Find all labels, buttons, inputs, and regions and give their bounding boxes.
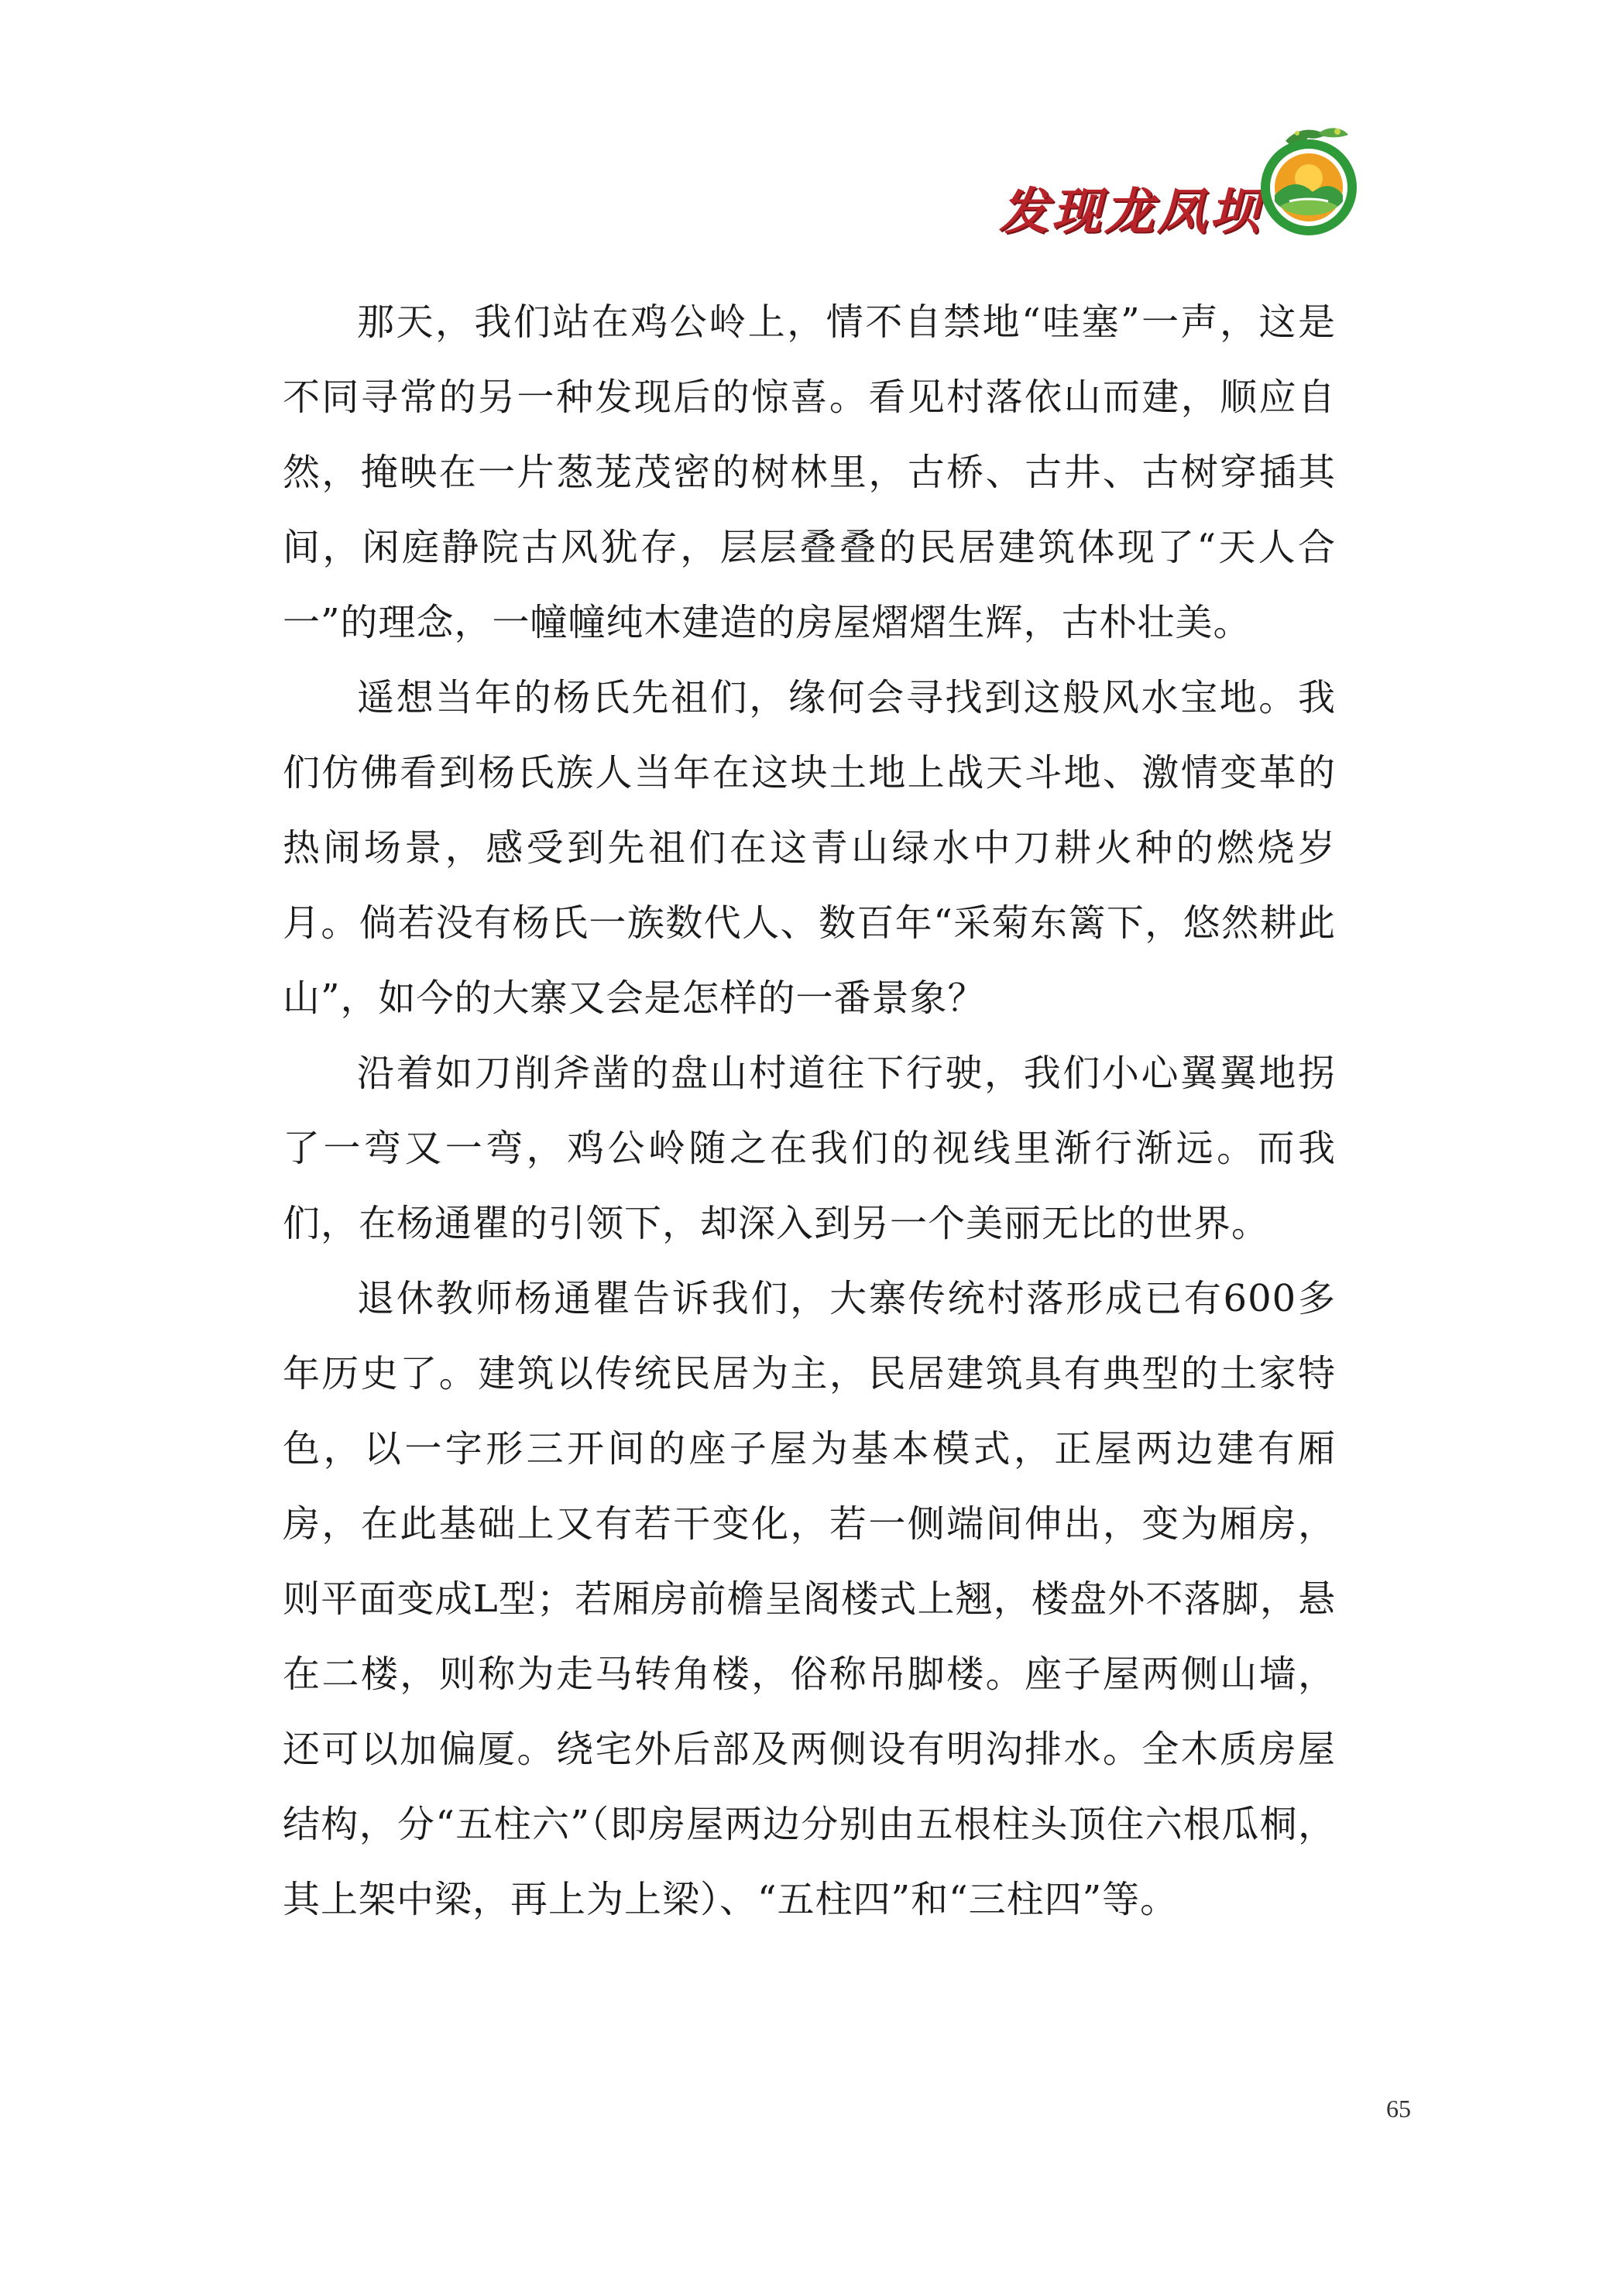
paragraph: 那天，我们站在鸡公岭上，情不自禁地“哇塞”一声，这是不同寻常的另一种发现后的惊喜。看见村落依山而建，顺应自然，掩映在一片葱茏茂密的树林里，古桥、古井、古树穿插其间，闲庭静院古风犹存，层层叠叠的民居建筑体现了“天人合一”的理念，一幢幢纯木建造的房屋熠熠生辉，古朴壮美。 <box>283 300 1336 644</box>
paragraph: 沿着如刀削斧凿的盘山村道往下行驶，我们小心翼翼地拐了一弯又一弯，鸡公岭随之在我们的视线里渐行渐远。而我们，在杨通瞿的引领下，却深入到另一个美丽无比的世界。 <box>283 1052 1336 1245</box>
paragraph: 遥想当年的杨氏先祖们，缘何会寻找到这般风水宝地。我们仿佛看到杨氏族人当年在这块土地上战天斗地、激情变革的热闹场景，感受到先祖们在这青山绿水中刀耕火种的燃烧岁月。倘若没有杨氏一族数代人、数百年“采菊东篱下，悠然耕此山”，如今的大寨又会是怎样的一番景象？ <box>283 676 1336 1020</box>
page-header <box>968 116 1371 248</box>
book-title: 发现龙凤坝 <box>999 183 1262 241</box>
article-body <box>283 285 1336 1937</box>
longfengba-logo-icon <box>1251 124 1367 240</box>
page-number: 65 <box>1386 2095 1411 2123</box>
paragraph: 退休教师杨通瞿告诉我们，大寨传统村落形成已有600多年历史了。建筑以传统民居为主，民居建筑具有典型的土家特色，以一字形三开间的座子屋为基本模式，正屋两边建有厢房，在此基础上又有若干变化，若一侧端间伸出，变为厢房，则平面变成L型；若厢房前檐呈阁楼式上翘，楼盘外不落脚，悬在二楼，则称为走马转角楼，俗称吊脚楼。座子屋两侧山墙，还可以加偏厦。绕宅外后部及两侧设有明沟排水。全木质房屋结构，分“五柱六”（即房屋两边分别由五根柱头顶住六根瓜桐，其上架中梁，再上为上梁）、“五柱四”和“三柱四”等。 <box>283 1277 1336 1921</box>
